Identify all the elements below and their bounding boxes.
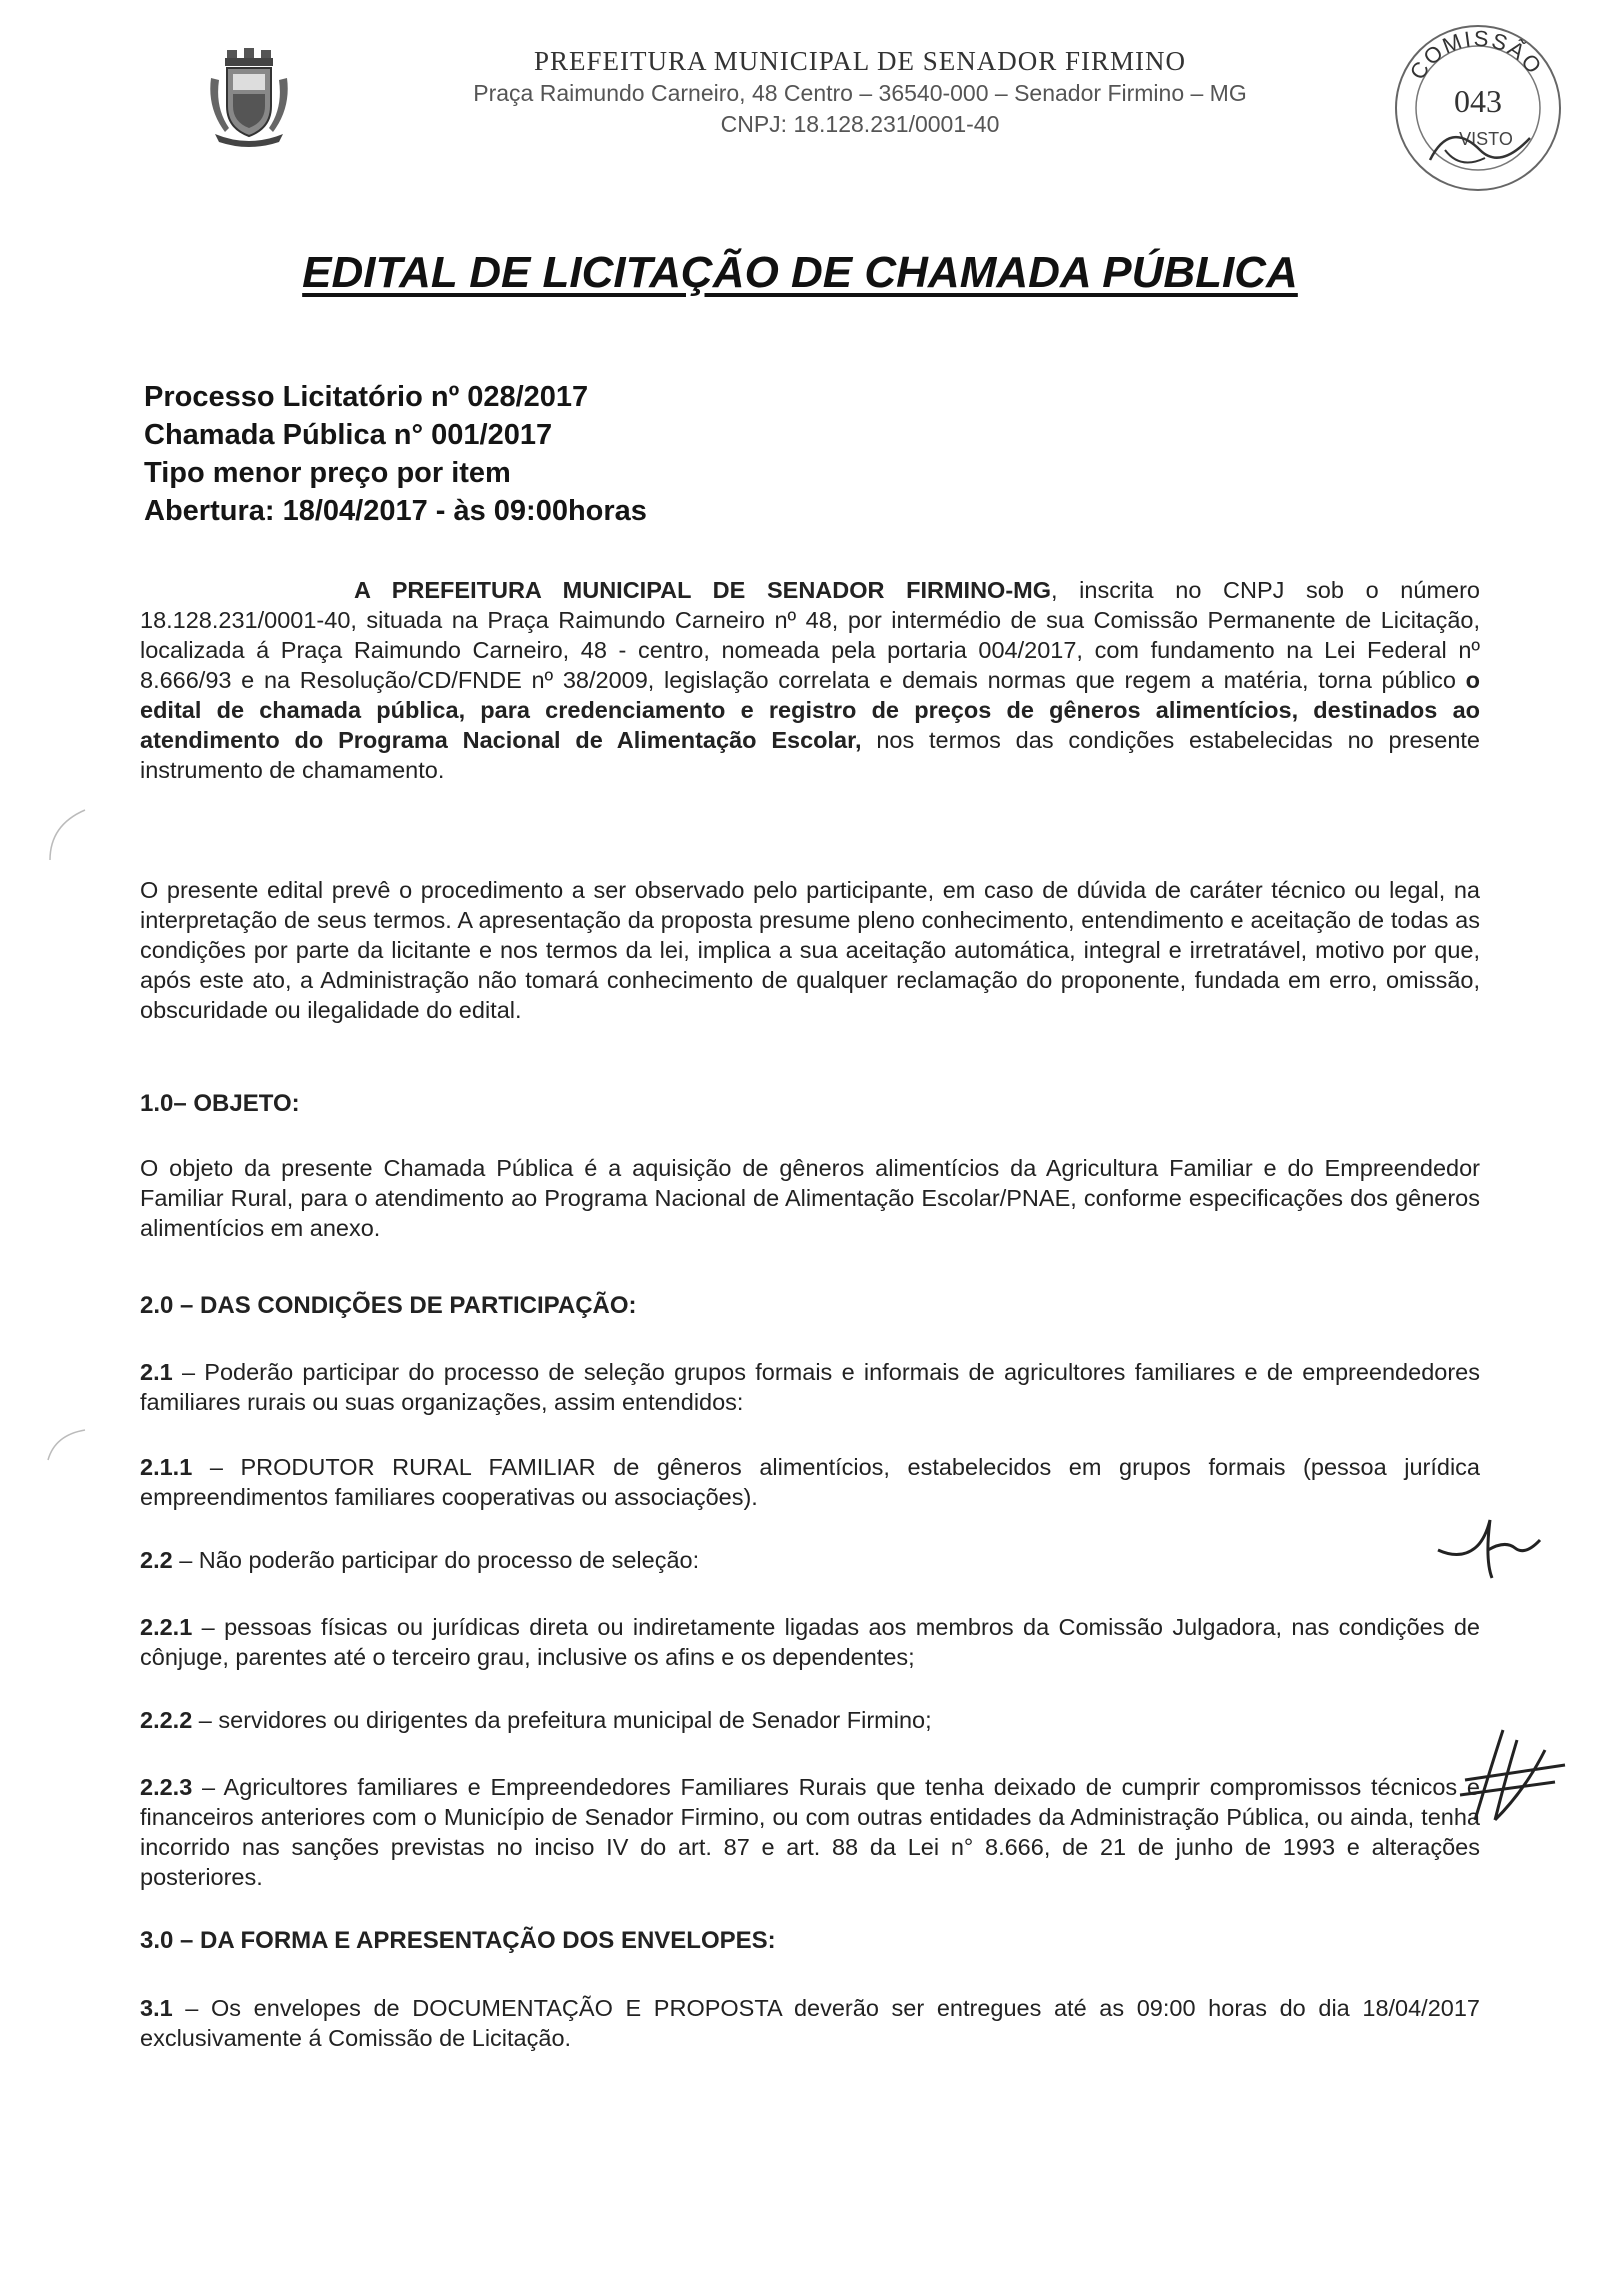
- clause-2-2-2-number: 2.2.2: [140, 1707, 193, 1733]
- punch-hole-mark: [40, 1425, 90, 1465]
- clause-2-2-text: – Não poderão participar do processo de seleção:: [172, 1547, 700, 1573]
- clause-3-1: [140, 1993, 1480, 2053]
- clause-2-1-1: [140, 1452, 1480, 1512]
- section-2-heading: 2.0 – DAS CONDIÇÕES DE PARTICIPAÇÃO:: [140, 1292, 637, 1319]
- handwritten-signature: [1455, 1720, 1585, 1830]
- clause-2-1: [140, 1357, 1480, 1417]
- opening-date: Abertura: 18/04/2017 - às 09:00horas: [144, 495, 647, 527]
- clause-2-1-1-text: – PRODUTOR RURAL FAMILIAR de gêneros alimentícios, estabelecidos em grupos formais (pessoa jurídica empreendimentos familiares cooperativas ou associações).: [140, 1454, 1480, 1510]
- clause-2-1-text: – Poderão participar do processo de seleção grupos formais e informais de agricultores familiares e de empreendedores familiares rurais ou suas organizações, assim entendidos:: [140, 1359, 1480, 1415]
- svg-text:COMISSÃO: [1405, 26, 1548, 84]
- stamp-top-text: COMISSÃO: [1404, 25, 1548, 85]
- clause-2-2-3: [140, 1772, 1480, 1892]
- section-1-heading: 1.0– OBJETO:: [140, 1090, 300, 1117]
- clause-3-1-number: 3.1: [140, 1995, 173, 2021]
- clause-2-2: [140, 1545, 1480, 1575]
- intro-text-2: nos termos das condições estabelecidas no presente instrumento de chamamento.: [140, 727, 1480, 783]
- document-title: EDITAL DE LICITAÇÃO DE CHAMADA PÚBLICA: [302, 248, 1298, 297]
- clause-2-2-2-text: – servidores ou dirigentes da prefeitura municipal de Senador Firmino;: [192, 1707, 932, 1733]
- clause-2-2-3-number: 2.2.3: [140, 1774, 193, 1800]
- section-1-text: O objeto da presente Chamada Pública é a aquisição de gêneros alimentícios da Agricultura Familiar e do Empreendedor Familiar Rural, para o atendimento ao Programa Nacional de Alimentação Escolar/PNAE, conforme especificações dos gêneros alimentícios em anexo.: [140, 1155, 1480, 1241]
- bid-type: Tipo menor preço por item: [144, 457, 511, 489]
- intro-text-1: , inscrita no CNPJ sob o número 18.128.231/0001-40, situada na Praça Raimundo Carneiro nº 48, por intermédio de sua Comissão Permanente de Licitação, localizada á Praça Raimundo Carneiro, 48 - centro, nomeada pela portaria 004/2017, com fundamento na Lei Federal nº 8.666/93 e na Resolução/CD/FNDE nº 38/2009, legislação correlata e demais normas que regem a matéria, torna público: [140, 577, 1480, 693]
- letterhead: [360, 44, 1360, 140]
- intro-bold-object: o edital de chamada pública, para credenciamento e registro de preços de gêneros alimentícios, destinados ao atendimento do Programa Nacional de Alimentação Escolar,: [140, 667, 1480, 753]
- punch-hole-mark: [40, 805, 90, 865]
- intro-paragraph-2: O presente edital prevê o procedimento a ser observado pelo participante, em caso de dúvida de caráter técnico ou legal, na interpretação de seus termos. A apresentação da proposta presume pleno conhecimento, entendimento e aceitação de todas as condições por parte da licitante e nos termos da lei, implica a sua aceitação automática, integral e irretratável, motivo por que, após este ato, a Administração não tomará conhecimento de qualquer reclamação do proponente, fundada em erro, omissão, obscuridade ou ilegalidade do edital.: [140, 877, 1480, 1023]
- handwritten-initials: [1430, 1500, 1550, 1580]
- clause-3-1-text: – Os envelopes de DOCUMENTAÇÃO E PROPOSTA deverão ser entregues até as 09:00 horas do dia 18/04/2017 exclusivamente á Comissão de Licitação.: [140, 1995, 1480, 2051]
- org-address: Praça Raimundo Carneiro, 48 Centro – 36540-000 – Senador Firmino – MG: [473, 80, 1247, 106]
- stamp-visto-text: VISTO: [1459, 129, 1513, 149]
- public-call-number: Chamada Pública n° 001/2017: [144, 419, 553, 451]
- intro-bold-prefeitura: A PREFEITURA MUNICIPAL DE SENADOR FIRMINO-MG: [354, 577, 1052, 603]
- section-3-heading: 3.0 – DA FORMA E APRESENTAÇÃO DOS ENVELOPES:: [140, 1927, 776, 1954]
- clause-2-2-1: [140, 1612, 1480, 1672]
- intro-paragraph: [140, 575, 1480, 785]
- commission-stamp: [1390, 20, 1566, 196]
- process-number: Processo Licitatório nº 028/2017: [144, 381, 589, 413]
- stamp-number: 043: [1454, 83, 1502, 119]
- municipal-coat-of-arms-logo: [205, 48, 293, 148]
- clause-2-2-3-text: – Agricultores familiares e Empreendedores Familiares Rurais que tenha deixado de cumprir compromissos técnicos e financeiros anteriores com o Município de Senador Firmino, ou com outras entidades da Administração Pública, ou ainda, tenha incorrido nas sanções previstas no inciso IV do art. 87 e art. 88 da Lei n° 8.666, de 21 de junho de 1993 e alterações posteriores.: [140, 1774, 1480, 1890]
- clause-2-1-1-number: 2.1.1: [140, 1454, 193, 1480]
- clause-2-2-number: 2.2: [140, 1547, 173, 1573]
- process-info: [144, 378, 647, 530]
- clause-2-2-2: [140, 1705, 1480, 1735]
- org-cnpj: CNPJ: 18.128.231/0001-40: [720, 111, 1000, 137]
- clause-2-1-number: 2.1: [140, 1359, 173, 1385]
- clause-2-2-1-number: 2.2.1: [140, 1614, 193, 1640]
- org-name: PREFEITURA MUNICIPAL DE SENADOR FIRMINO: [533, 46, 1187, 76]
- clause-2-2-1-text: – pessoas físicas ou jurídicas direta ou indiretamente ligadas aos membros da Comissão Julgadora, nas condições de cônjuge, parentes até o terceiro grau, inclusive os afins e os dependentes;: [140, 1614, 1480, 1670]
